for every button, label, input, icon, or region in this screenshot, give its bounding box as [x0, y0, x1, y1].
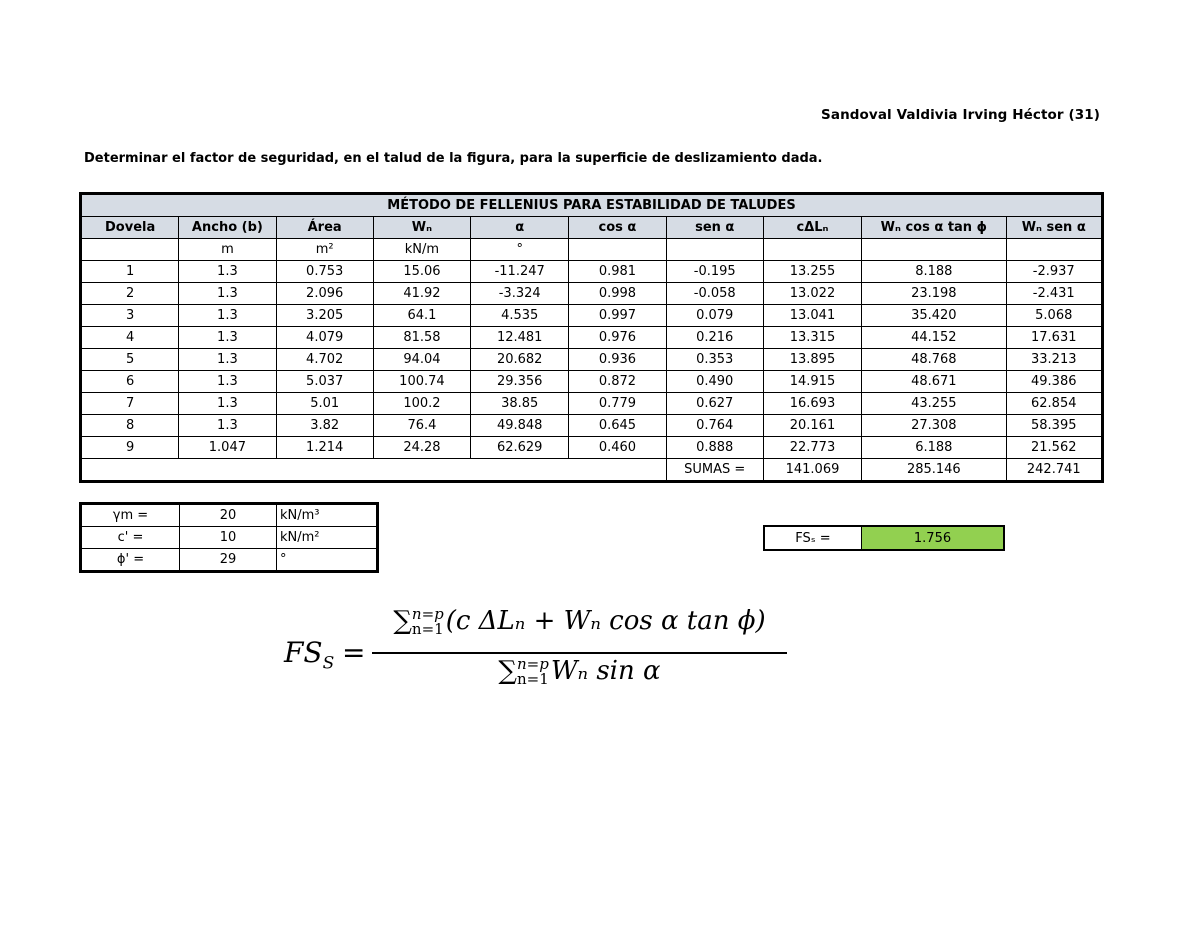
- header-alpha: α: [471, 217, 569, 239]
- cell-wn-cos-tan: 23.198: [862, 283, 1006, 305]
- cell-wn: 41.92: [373, 283, 470, 305]
- cell-wn: 15.06: [373, 261, 470, 283]
- header-wn-sen: Wₙ sen α: [1006, 217, 1102, 239]
- cell-wn-sen: 17.631: [1006, 327, 1102, 349]
- header-dovela: Dovela: [81, 217, 179, 239]
- table-title: MÉTODO DE FELLENIUS PARA ESTABILIDAD DE TALUDES: [81, 194, 1103, 217]
- sigma-symbol: ∑: [393, 606, 412, 636]
- cell-area: 5.01: [276, 393, 373, 415]
- author-name: Sandoval Valdivia Irving Héctor (31): [821, 107, 1100, 123]
- header-ancho: Ancho (b): [179, 217, 276, 239]
- param-unit: kN/m³: [277, 504, 378, 527]
- param-row-phi: [81, 549, 378, 572]
- unit-cell: m²: [276, 239, 373, 261]
- cell-dovela: 1: [81, 261, 179, 283]
- cell-wn-sen: 5.068: [1006, 305, 1102, 327]
- fraction-bar: [372, 652, 787, 654]
- cell-area: 2.096: [276, 283, 373, 305]
- param-value: 29: [180, 549, 277, 572]
- header-wn-cos-tan: Wₙ cos α tan ϕ: [862, 217, 1006, 239]
- table-title-row: [81, 194, 1103, 217]
- cell-ancho: 1.3: [179, 393, 276, 415]
- table-row: [81, 393, 1103, 415]
- cell-cos-alpha: 0.936: [569, 349, 666, 371]
- cell-dovela: 4: [81, 327, 179, 349]
- cell-alpha: 29.356: [471, 371, 569, 393]
- cell-cos-alpha: 0.779: [569, 393, 666, 415]
- param-value: 10: [180, 527, 277, 549]
- cell-dovela: 5: [81, 349, 179, 371]
- denominator-expression: Wₙ sin α: [550, 656, 661, 686]
- cell-wn-cos-tan: 44.152: [862, 327, 1006, 349]
- table-row: [81, 349, 1103, 371]
- sums-row: [81, 459, 1103, 482]
- cell-c-dl: 13.041: [763, 305, 861, 327]
- table-row: [81, 283, 1103, 305]
- fs-row: [764, 526, 1004, 550]
- cell-wn-cos-tan: 27.308: [862, 415, 1006, 437]
- unit-cell: [1006, 239, 1102, 261]
- cell-c-dl: 13.315: [763, 327, 861, 349]
- cell-area: 1.214: [276, 437, 373, 459]
- fellenius-table: [79, 192, 1104, 483]
- table-row: [81, 437, 1103, 459]
- sum-wn-sen: 242.741: [1006, 459, 1102, 482]
- cell-alpha: -3.324: [471, 283, 569, 305]
- cell-c-dl: 16.693: [763, 393, 861, 415]
- cell-cos-alpha: 0.981: [569, 261, 666, 283]
- cell-ancho: 1.3: [179, 415, 276, 437]
- cell-alpha: 38.85: [471, 393, 569, 415]
- cell-alpha: 12.481: [471, 327, 569, 349]
- cell-wn-cos-tan: 8.188: [862, 261, 1006, 283]
- cell-alpha: 49.848: [471, 415, 569, 437]
- cell-wn-cos-tan: 6.188: [862, 437, 1006, 459]
- cell-c-dl: 20.161: [763, 415, 861, 437]
- cell-area: 3.205: [276, 305, 373, 327]
- cell-cos-alpha: 0.460: [569, 437, 666, 459]
- cell-sen-alpha: 0.079: [666, 305, 763, 327]
- cell-wn-cos-tan: 43.255: [862, 393, 1006, 415]
- cell-wn-sen: -2.937: [1006, 261, 1102, 283]
- table-header-row: [81, 217, 1103, 239]
- sums-label: SUMAS =: [666, 459, 763, 482]
- cell-ancho: 1.3: [179, 283, 276, 305]
- cell-sen-alpha: -0.058: [666, 283, 763, 305]
- header-wn: Wₙ: [373, 217, 470, 239]
- cell-wn: 81.58: [373, 327, 470, 349]
- safety-factor-result: [763, 525, 1005, 551]
- sum-limits: [517, 657, 549, 687]
- cell-ancho: 1.3: [179, 349, 276, 371]
- cell-alpha: 62.629: [471, 437, 569, 459]
- param-unit: °: [277, 549, 378, 572]
- cell-dovela: 8: [81, 415, 179, 437]
- cell-wn: 76.4: [373, 415, 470, 437]
- param-row-cohesion: [81, 527, 378, 549]
- cell-dovela: 9: [81, 437, 179, 459]
- cell-sen-alpha: 0.490: [666, 371, 763, 393]
- formula-lhs: [284, 636, 334, 674]
- cell-ancho: 1.047: [179, 437, 276, 459]
- cell-wn: 94.04: [373, 349, 470, 371]
- fs-value: 1.756: [862, 526, 1005, 550]
- cell-area: 5.037: [276, 371, 373, 393]
- param-unit: kN/m²: [277, 527, 378, 549]
- param-value: 20: [180, 504, 277, 527]
- cell-dovela: 2: [81, 283, 179, 305]
- cell-c-dl: 13.895: [763, 349, 861, 371]
- cell-sen-alpha: 0.353: [666, 349, 763, 371]
- cell-area: 0.753: [276, 261, 373, 283]
- cell-sen-alpha: 0.764: [666, 415, 763, 437]
- cell-cos-alpha: 0.645: [569, 415, 666, 437]
- cell-dovela: 3: [81, 305, 179, 327]
- unit-cell: °: [471, 239, 569, 261]
- table-row: [81, 327, 1103, 349]
- cell-wn: 24.28: [373, 437, 470, 459]
- sigma-symbol: ∑: [498, 656, 517, 686]
- cell-sen-alpha: 0.216: [666, 327, 763, 349]
- unit-cell: [862, 239, 1006, 261]
- cell-cos-alpha: 0.998: [569, 283, 666, 305]
- formula-lhs-text: FS: [284, 636, 323, 669]
- table-row: [81, 305, 1103, 327]
- cell-wn-sen: 21.562: [1006, 437, 1102, 459]
- cell-alpha: -11.247: [471, 261, 569, 283]
- cell-ancho: 1.3: [179, 327, 276, 349]
- cell-alpha: 20.682: [471, 349, 569, 371]
- cell-ancho: 1.3: [179, 305, 276, 327]
- cell-wn: 64.1: [373, 305, 470, 327]
- sum-limits: [412, 607, 444, 637]
- header-c-dl: cΔLₙ: [763, 217, 861, 239]
- fs-label: FSₛ =: [764, 526, 862, 550]
- sum-lower: n=1: [516, 670, 549, 688]
- cell-dovela: 7: [81, 393, 179, 415]
- numerator-expression: (c ΔLₙ + Wₙ cos α tan ϕ): [445, 606, 766, 636]
- param-symbol: ϕ' =: [81, 549, 180, 572]
- sum-wn-cos-tan: 285.146: [862, 459, 1006, 482]
- header-cos-alpha: cos α: [569, 217, 666, 239]
- cell-wn-sen: 49.386: [1006, 371, 1102, 393]
- unit-cell: [569, 239, 666, 261]
- cell-wn-sen: 58.395: [1006, 415, 1102, 437]
- cell-area: 3.82: [276, 415, 373, 437]
- cell-wn: 100.74: [373, 371, 470, 393]
- cell-area: 4.702: [276, 349, 373, 371]
- table-row: [81, 261, 1103, 283]
- param-row-gamma: [81, 504, 378, 527]
- cell-wn-sen: 33.213: [1006, 349, 1102, 371]
- header-sen-alpha: sen α: [666, 217, 763, 239]
- task-statement: Determinar el factor de seguridad, en el talud de la figura, para la superficie de deslizamiento dada.: [84, 151, 823, 166]
- cell-wn-sen: 62.854: [1006, 393, 1102, 415]
- sum-c-dl: 141.069: [763, 459, 861, 482]
- cell-alpha: 4.535: [471, 305, 569, 327]
- cell-sen-alpha: 0.888: [666, 437, 763, 459]
- param-symbol: γm =: [81, 504, 180, 527]
- cell-cos-alpha: 0.997: [569, 305, 666, 327]
- cell-c-dl: 13.022: [763, 283, 861, 305]
- cell-sen-alpha: -0.195: [666, 261, 763, 283]
- cell-wn: 100.2: [373, 393, 470, 415]
- table-row: [81, 371, 1103, 393]
- cell-cos-alpha: 0.872: [569, 371, 666, 393]
- formula-lhs-subscript: S: [322, 653, 335, 674]
- header-area: Área: [276, 217, 373, 239]
- unit-cell: [666, 239, 763, 261]
- cell-wn-cos-tan: 35.420: [862, 305, 1006, 327]
- sums-blank: [81, 459, 667, 482]
- unit-cell: m: [179, 239, 276, 261]
- cell-c-dl: 22.773: [763, 437, 861, 459]
- cell-ancho: 1.3: [179, 371, 276, 393]
- cell-sen-alpha: 0.627: [666, 393, 763, 415]
- formula-numerator: [372, 606, 787, 637]
- formula-denominator: [372, 656, 787, 687]
- cell-c-dl: 13.255: [763, 261, 861, 283]
- formula-equals: =: [342, 636, 366, 669]
- cell-dovela: 6: [81, 371, 179, 393]
- cell-wn-sen: -2.431: [1006, 283, 1102, 305]
- fellenius-formula: [284, 606, 794, 696]
- unit-cell: [763, 239, 861, 261]
- unit-cell: [81, 239, 179, 261]
- parameters-table: [79, 502, 379, 573]
- sum-upper: n=p: [516, 655, 549, 673]
- sum-lower: n=1: [411, 620, 444, 638]
- cell-wn-cos-tan: 48.768: [862, 349, 1006, 371]
- cell-cos-alpha: 0.976: [569, 327, 666, 349]
- table-units-row: [81, 239, 1103, 261]
- param-symbol: c' =: [81, 527, 180, 549]
- unit-cell: kN/m: [373, 239, 470, 261]
- sum-upper: n=p: [411, 605, 444, 623]
- cell-c-dl: 14.915: [763, 371, 861, 393]
- cell-area: 4.079: [276, 327, 373, 349]
- cell-ancho: 1.3: [179, 261, 276, 283]
- cell-wn-cos-tan: 48.671: [862, 371, 1006, 393]
- table-row: [81, 415, 1103, 437]
